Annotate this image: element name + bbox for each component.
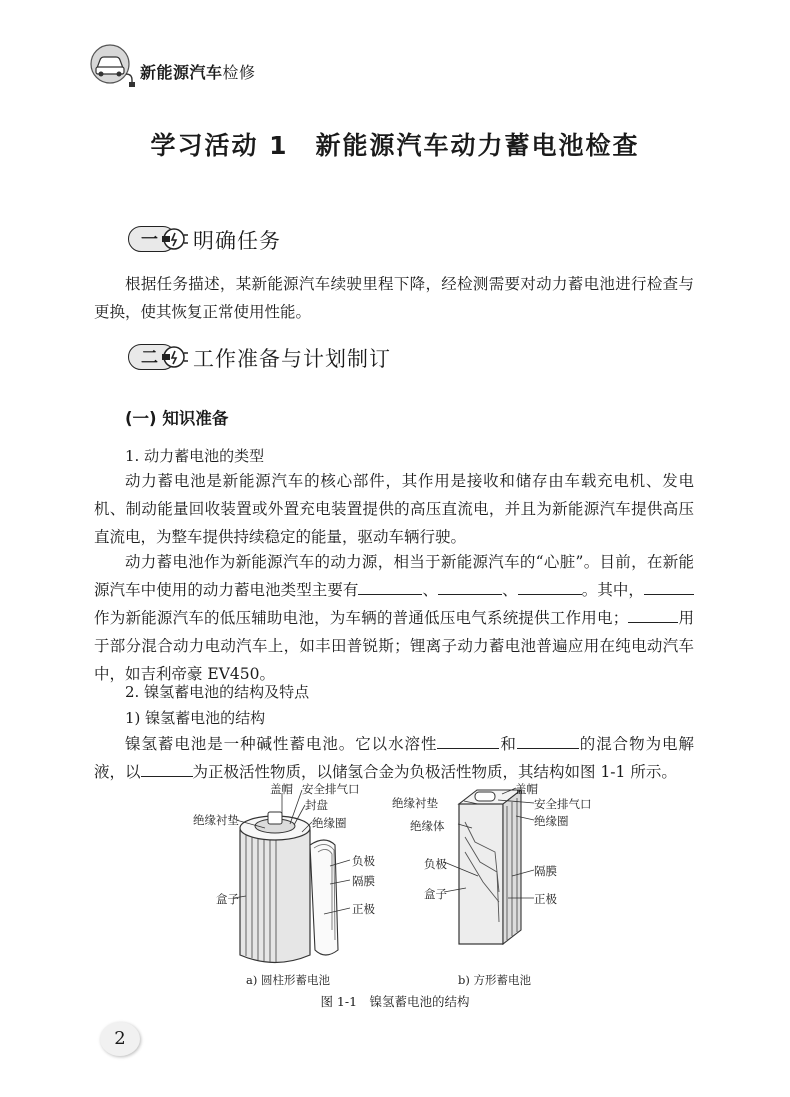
section-title: 明确任务 — [193, 229, 281, 253]
figure-label: 隔膜 — [352, 874, 375, 888]
plug-icon — [160, 227, 188, 251]
fill-blank[interactable] — [644, 578, 694, 595]
item-heading: 1. 动力蓄电池的类型 — [125, 447, 265, 465]
fill-blank[interactable] — [438, 578, 502, 595]
figure-label: 盒子 — [424, 887, 447, 901]
paragraph: 动力蓄电池作为新能源汽车的动力源，相当于新能源汽车的“心脏”。目前，在新能源汽车中使用的动力蓄电池类型主要有 、 、 。其中，作为新能源汽车的低压辅助电池，为车辆的普通低压电气系统提供工作用电； 用于部分混合动力电动汽车上，如丰田普锐斯；锂离子动力蓄电池普遍应用在纯电动汽车中，如吉利帝豪 EV450。 — [94, 553, 694, 683]
leader-lines — [420, 780, 540, 910]
figure-label: 盖帽 — [270, 782, 293, 796]
figure-subcaption: a) 圆柱形蓄电池 — [246, 973, 330, 987]
section-number-badge: 一 — [128, 226, 176, 252]
fill-blank[interactable] — [517, 732, 579, 749]
figure-label: 盖帽 — [515, 782, 538, 796]
plug-icon — [160, 345, 188, 369]
figure-label: 正极 — [534, 892, 557, 906]
leader-lines — [190, 780, 365, 920]
figure-label: 绝缘衬垫 — [193, 813, 239, 827]
fill-blank[interactable] — [141, 760, 193, 777]
item-heading: 2. 镍氢蓄电池的结构及特点 — [125, 683, 310, 701]
page-number: 2 — [100, 1022, 140, 1056]
figure-label: 绝缘圈 — [534, 814, 569, 828]
subsection-heading: (一) 知识准备 — [125, 409, 229, 428]
paragraph: 镍氢蓄电池是一种碱性蓄电池。它以水溶性 和 的混合物为电解液，以 为正极活性物质，以储氢合金为负极活性物质，其结构如图 1-1 所示。 — [94, 730, 694, 786]
figure-label: 安全排气口 — [534, 797, 592, 811]
section-number-badge: 二 — [128, 344, 176, 370]
fill-blank[interactable] — [437, 732, 499, 749]
figure-label: 负极 — [424, 857, 447, 871]
figure-caption: 图 1-1 镍氢蓄电池的结构 — [320, 994, 470, 1009]
figure-label: 绝缘体 — [410, 819, 445, 833]
section-title: 工作准备与计划制订 — [193, 347, 391, 371]
figure-label: 绝缘衬垫 — [392, 796, 438, 810]
page-title: 学习活动 1 新能源汽车动力蓄电池检查 — [150, 131, 640, 160]
figure-label: 安全排气口 — [302, 782, 360, 796]
figure-label: 负极 — [352, 854, 375, 868]
figure-label: 封盘 — [305, 798, 328, 812]
figure-label: 绝缘圈 — [312, 816, 347, 830]
header-title: 新能源汽车检修 — [140, 63, 256, 82]
figure-subcaption: b) 方形蓄电池 — [458, 973, 532, 987]
fill-blank[interactable] — [518, 578, 582, 595]
figure-label: 盒子 — [216, 892, 239, 906]
item-subheading: 1) 镍氢蓄电池的结构 — [125, 709, 266, 727]
fill-blank[interactable] — [628, 606, 678, 623]
paragraph: 动力蓄电池是新能源汽车的核心部件，其作用是接收和储存由车载充电机、发电机、制动能量回收装置或外置充电装置提供的高压直流电，并且为新能源汽车提供高压直流电，为整车提供持续稳定的能量，驱动车辆行驶。 — [94, 472, 694, 546]
fill-blank[interactable] — [358, 578, 422, 595]
figure-label: 隔膜 — [534, 864, 557, 878]
figure-label: 正极 — [352, 902, 375, 916]
car-plug-icon — [88, 44, 138, 88]
task-paragraph: 根据任务描述，某新能源汽车续驶里程下降，经检测需要对动力蓄电池进行检查与更换，使其恢复正常使用性能。 — [94, 275, 694, 321]
